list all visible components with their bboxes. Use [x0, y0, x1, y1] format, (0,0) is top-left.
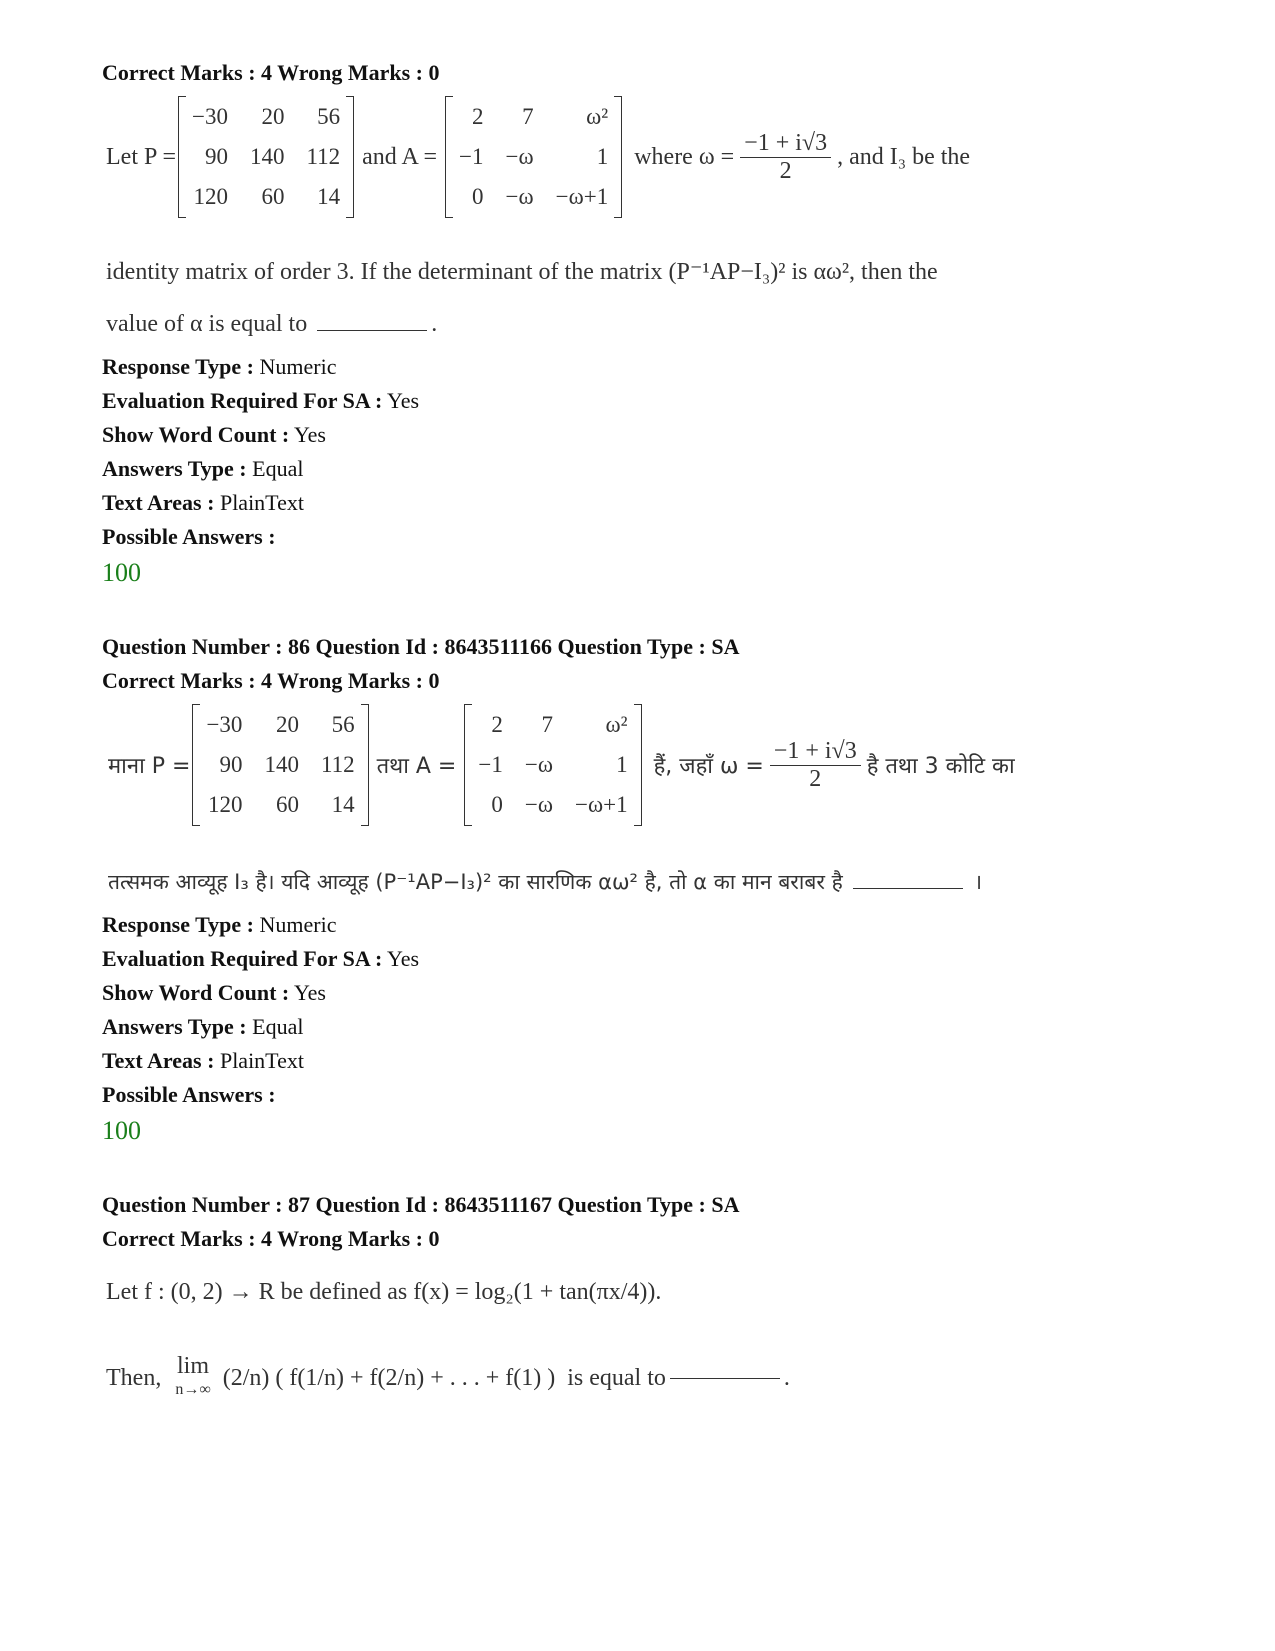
q87-then: Then, [106, 1364, 162, 1391]
meta-value: Numeric [259, 912, 337, 937]
matrix-cell: 90 [204, 144, 228, 169]
meta-key: Text Areas : [102, 490, 215, 515]
q87-expr: (2/n) ( f(1/n) + f(2/n) + . . . + f(1) ) [222, 1364, 556, 1391]
matrix-cell: 60 [261, 184, 285, 209]
meta-row [102, 1078, 1182, 1112]
matrix-cell: −30 [206, 712, 243, 737]
q87-lim-top: lim [177, 1353, 210, 1379]
matrix-cell: 14 [317, 184, 341, 209]
matrix-cell: 0 [471, 184, 484, 209]
meta-key: Show Word Count : [102, 422, 290, 447]
q86-line2: तत्समक आव्यूह I₃ है। यदि आव्यूह (P⁻¹AP−I₃)² का सारणिक αω² है, तो α का मान बराबर है [108, 870, 843, 894]
q85-line3: value of α is equal to [106, 311, 308, 337]
q86-marks: Correct Marks : 4 Wrong Marks : 0 [102, 668, 440, 693]
matrix-row [196, 786, 364, 824]
q86-line2-end: । [974, 870, 983, 894]
meta-row [102, 486, 1182, 520]
matrix-cell: 120 [207, 792, 243, 817]
answer-blank [853, 888, 963, 889]
q85-omega-num: −1 + i√3 [740, 130, 831, 158]
q87-header: Question Number : 87 Question Id : 8643511167 Question Type : SA [102, 1192, 740, 1217]
matrix-cell: 20 [275, 712, 299, 737]
meta-row [102, 452, 1182, 486]
q86-matrix-a [466, 704, 639, 826]
q85-text-line2: identity matrix of order 3. If the determinant of the matrix (P⁻¹AP−I₃)² is αω², then the [106, 259, 938, 285]
q85-meta [102, 350, 1182, 554]
matrix-cell: 2 [471, 104, 484, 129]
q86-omega-den: 2 [809, 765, 822, 792]
matrix-cell: 90 [219, 752, 243, 777]
q86-text-line2 [108, 862, 1182, 902]
q85-and-a: and A = [362, 143, 437, 170]
q85-matrix-a [447, 96, 620, 218]
matrix-row [182, 178, 350, 216]
matrix-cell: 112 [306, 144, 341, 169]
q85-possible-answer: 100 [102, 558, 141, 587]
matrix-cell: 2 [491, 712, 503, 737]
q85-marks: Correct Marks : 4 Wrong Marks : 0 [102, 60, 440, 85]
meta-value: PlainText [219, 490, 304, 515]
answer-blank [317, 330, 427, 331]
q85-after-frac: , and I₃ be the [837, 143, 971, 170]
matrix-cell: 112 [320, 752, 355, 777]
q87-marks: Correct Marks : 4 Wrong Marks : 0 [102, 1226, 440, 1251]
matrix-cell: 1 [616, 752, 628, 777]
meta-key: Evaluation Required For SA : [102, 946, 383, 971]
q85-where: where ω = [634, 143, 735, 170]
matrix-row [468, 706, 637, 744]
meta-value: Yes [293, 980, 326, 1005]
meta-key: Answers Type : [102, 1014, 247, 1039]
meta-row [102, 976, 1182, 1010]
q86-omega-fraction [770, 738, 861, 793]
meta-value: Equal [252, 1014, 304, 1039]
matrix-cell: −30 [191, 104, 228, 129]
meta-key: Answers Type : [102, 456, 247, 481]
matrix-row [468, 786, 637, 824]
matrix-cell: −ω [524, 792, 553, 817]
matrix-cell: −ω [505, 184, 534, 209]
matrix-cell: 56 [331, 712, 355, 737]
meta-row [102, 1010, 1182, 1044]
meta-value: Numeric [259, 354, 337, 379]
matrix-cell: 140 [249, 144, 285, 169]
matrix-cell: 60 [275, 792, 299, 817]
q85-omega-fraction [740, 130, 831, 185]
q87-text-line1: Let f : (0, 2) → R be defined as f(x) = log₂(1 + tan(πx/4)). [106, 1279, 662, 1305]
meta-row [102, 908, 1182, 942]
meta-value: Equal [252, 456, 304, 481]
meta-row [102, 418, 1182, 452]
meta-value: Yes [387, 388, 420, 413]
matrix-cell: 120 [193, 184, 228, 209]
matrix-cell: −1 [478, 752, 503, 777]
meta-key: Possible Answers : [102, 524, 276, 549]
q86-and-a: तथा A = [376, 754, 457, 779]
meta-value: PlainText [219, 1048, 304, 1073]
q87-text-line2 [106, 1354, 1182, 1402]
q87-limit [175, 1354, 210, 1402]
matrix-cell: 0 [491, 792, 503, 817]
matrix-row [449, 178, 618, 216]
meta-row [102, 384, 1182, 418]
meta-key: Response Type : [102, 354, 254, 379]
meta-row [102, 520, 1182, 554]
matrix-cell: 140 [264, 752, 299, 777]
matrix-cell: −ω [524, 752, 553, 777]
q86-matrix-line [108, 704, 1182, 826]
matrix-cell: 7 [541, 712, 553, 737]
matrix-row [182, 98, 350, 136]
matrix-cell: 14 [331, 792, 355, 817]
matrix-cell: 1 [596, 144, 609, 169]
q86-p-label: माना P = [108, 754, 191, 779]
matrix-cell: 20 [261, 104, 285, 129]
matrix-cell: −ω+1 [574, 792, 628, 817]
q87-lim-bottom: n→∞ [175, 1381, 211, 1398]
meta-key: Possible Answers : [102, 1082, 276, 1107]
q85-line3-end: . [431, 311, 438, 337]
meta-row [102, 1044, 1182, 1078]
q85-omega-den: 2 [779, 157, 792, 184]
meta-value: Yes [387, 946, 420, 971]
meta-row [102, 350, 1182, 384]
matrix-row [182, 138, 350, 176]
matrix-cell: −ω+1 [555, 184, 609, 209]
matrix-row [196, 706, 364, 744]
q86-header: Question Number : 86 Question Id : 8643511166 Question Type : SA [102, 634, 740, 659]
q86-omega-num: −1 + i√3 [770, 738, 861, 766]
answer-blank [670, 1378, 780, 1379]
q86-after-frac: है तथा 3 कोटि का [866, 754, 1015, 779]
q85-matrix-line [106, 96, 1182, 218]
q86-where: हैं, जहाँ ω = [653, 754, 764, 779]
matrix-cell: −1 [459, 144, 484, 169]
matrix-row [468, 746, 637, 784]
matrix-cell: 56 [317, 104, 341, 129]
matrix-cell: ω² [605, 712, 628, 737]
matrix-row [449, 98, 618, 136]
q85-p-label: P = [143, 143, 176, 170]
matrix-cell: ω² [586, 104, 609, 129]
q85-let: Let [106, 143, 138, 170]
q85-text-line3 [106, 304, 1182, 344]
meta-key: Text Areas : [102, 1048, 215, 1073]
meta-key: Evaluation Required For SA : [102, 388, 383, 413]
meta-key: Response Type : [102, 912, 254, 937]
meta-row [102, 942, 1182, 976]
q86-possible-answer: 100 [102, 1116, 141, 1145]
matrix-row [449, 138, 618, 176]
meta-value: Yes [293, 422, 326, 447]
meta-key: Show Word Count : [102, 980, 290, 1005]
matrix-row [196, 746, 364, 784]
q86-matrix-p [194, 704, 366, 826]
q85-matrix-p [180, 96, 352, 218]
matrix-cell: −ω [505, 144, 534, 169]
q86-meta [102, 908, 1182, 1112]
matrix-cell: 7 [522, 104, 534, 129]
q87-is-equal: is equal to [567, 1364, 666, 1391]
q87-end: . [783, 1364, 790, 1391]
document-page [102, 56, 1182, 1402]
